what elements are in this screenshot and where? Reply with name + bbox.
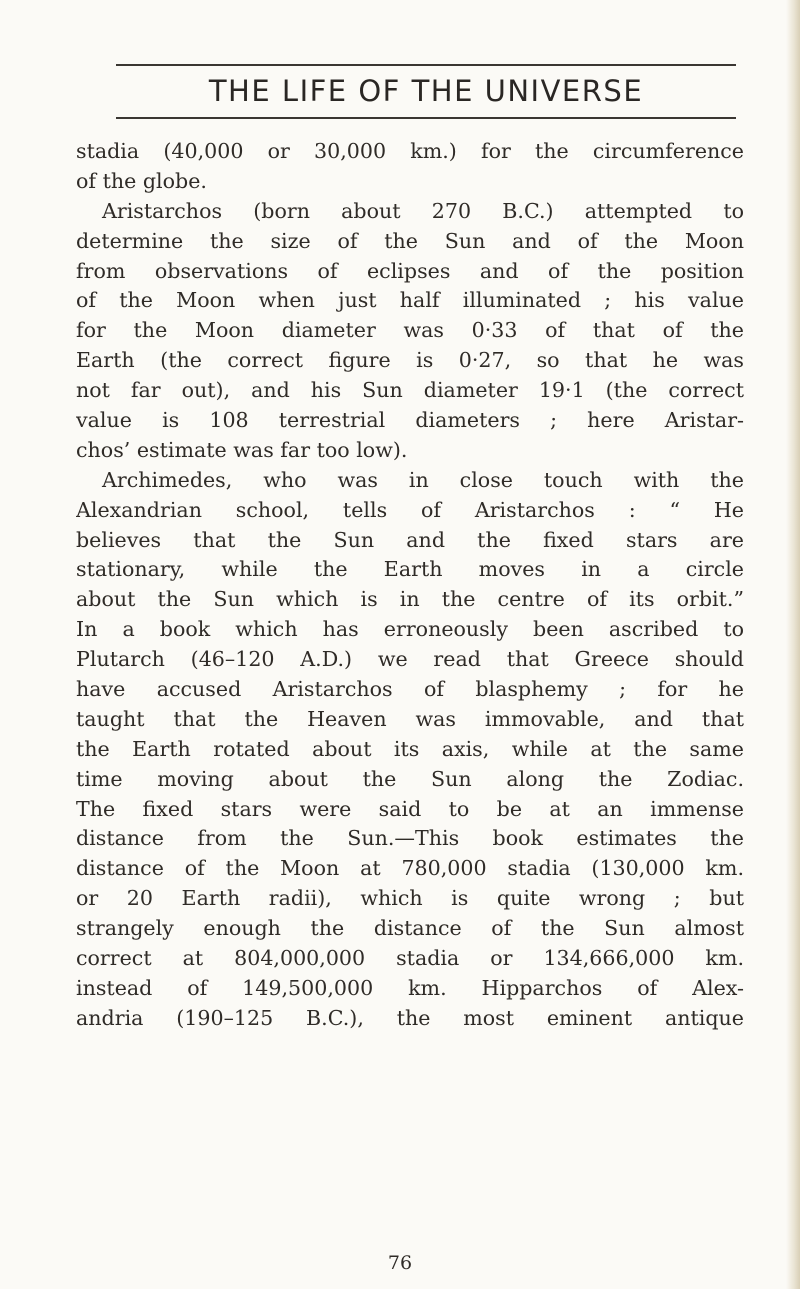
text-line: or 20 Earth radii), which is quite wrong ; but — [76, 886, 744, 911]
text-line: Archimedes, who was in close touch with the — [102, 467, 744, 492]
text-line: The fixed stars were said to be at an immense — [76, 796, 744, 821]
text-line: about the Sun which is in the centre of its orbit.” — [76, 587, 744, 612]
text-line: Plutarch (46–120 A.D.) we read that Greece should — [76, 647, 744, 672]
text-line: not far out), and his Sun diameter 19·1 (the correct — [76, 378, 744, 403]
text-line: correct at 804,000,000 stadia or 134,666,000 km. — [76, 946, 744, 971]
header-rule-top — [116, 64, 736, 66]
text-line: stadia (40,000 or 30,000 km.) for the circumference — [76, 139, 744, 163]
text-line: andria (190–125 B.C.), the most eminent antique — [76, 1005, 744, 1030]
text-line: believes that the Sun and the fixed stars are — [76, 527, 744, 552]
text-line: have accused Aristarchos of blasphemy ; for he — [76, 677, 744, 702]
text-line: distance of the Moon at 780,000 stadia (130,000 km. — [76, 856, 744, 881]
text-line: from observations of eclipses and of the position — [76, 258, 744, 283]
text-line: In a book which has erroneously been ascribed to — [76, 617, 744, 642]
text-line: Earth (the correct figure is 0·27, so that he was — [76, 348, 744, 373]
running-head: THE LIFE OF THE UNIVERSE — [208, 74, 644, 108]
page-number: 76 — [387, 1252, 413, 1274]
text-line: stationary, while the Earth moves in a circle — [76, 557, 744, 582]
text-line: of the Moon when just half illuminated ; his value — [76, 288, 744, 313]
text-line: Alexandrian school, tells of Aristarchos : “ He — [76, 497, 744, 522]
text-line: determine the size of the Sun and of the Moon — [76, 228, 744, 253]
body-text — [76, 137, 744, 1034]
text-line: chos’ estimate was far too low). — [76, 437, 408, 462]
text-line: distance from the Sun.—This book estimates the — [76, 826, 744, 851]
text-line: strangely enough the distance of the Sun almost — [76, 916, 744, 941]
text-line: instead of 149,500,000 km. Hipparchos of Alex- — [76, 975, 744, 1000]
text-line: for the Moon diameter was 0·33 of that of the — [76, 318, 744, 343]
text-line: time moving about the Sun along the Zodiac. — [76, 766, 744, 791]
header-rule-bottom — [116, 117, 736, 119]
text-line: the Earth rotated about its axis, while at the same — [76, 736, 744, 761]
text-line: Aristarchos (born about 270 B.C.) attempted to — [102, 198, 744, 223]
text-line: taught that the Heaven was immovable, and that — [76, 706, 744, 731]
page-edge-shadow — [786, 0, 800, 1289]
text-line: of the globe. — [76, 168, 207, 193]
text-line: value is 108 terrestrial diameters ; here Aristar- — [76, 408, 744, 433]
